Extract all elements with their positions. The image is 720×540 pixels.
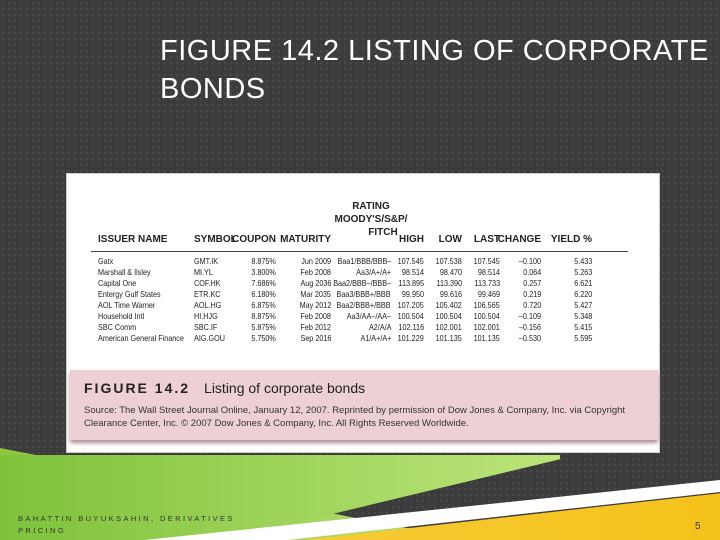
table-cell: Feb 2008 [300, 267, 331, 277]
table-cell: Aa3/AA–/AA– [346, 311, 391, 321]
column-header: SYMBOL [194, 234, 237, 245]
table-cell: –0.100 [518, 256, 541, 266]
rating-header-line: FITCH [368, 227, 398, 238]
table-cell: 5.750% [251, 333, 276, 343]
slide-title: FIGURE 14.2 LISTING OF CORPORATE BONDS [160, 35, 709, 105]
table-cell: 98.514 [401, 267, 424, 277]
column-header: LAST [473, 234, 500, 245]
table-cell: 3.800% [251, 267, 276, 277]
table-cell: 7.686% [251, 278, 276, 288]
table-cell: 5.433 [573, 256, 592, 266]
table-cell: 99.616 [439, 289, 462, 299]
table-cell: 8.875% [251, 256, 276, 266]
table-cell: 5.595 [573, 333, 592, 343]
table-cell: COF.HK [194, 278, 221, 288]
table-row [91, 289, 661, 300]
table-row [91, 256, 661, 267]
table-cell: 5.427 [573, 300, 592, 310]
table-cell: 98.514 [477, 267, 500, 277]
rating-header-line: MOODY'S/S&P/ [334, 214, 408, 225]
caption-label: FIGURE 14.2 [84, 380, 191, 396]
table-cell: –0.109 [518, 311, 541, 321]
figure-image [66, 173, 660, 453]
table-cell: 99.469 [477, 289, 500, 299]
caption-source: Source: The Wall Street Journal Online, January 12, 2007. Reprinted by permission of Dow Jones & Company, Inc. via Copyright Clearance Center, Inc. © 2007 Dow Jones & Company, Inc. All Rights Reserved Worldwide. [84, 405, 626, 429]
column-header: YIELD % [550, 234, 592, 245]
table-cell: Entergy Gulf States [98, 289, 161, 299]
table-cell: Gatx [98, 256, 114, 266]
table-cell: Household Intl [98, 311, 145, 321]
table-cell: HI.HJG [194, 311, 218, 321]
column-header: CHANGE [497, 234, 541, 245]
table-cell: May 2012 [299, 300, 331, 310]
table-cell: 0.064 [522, 267, 541, 277]
table-cell: 102.001 [473, 322, 500, 332]
table-cell: –0.156 [518, 322, 541, 332]
table-cell: 5.875% [251, 322, 276, 332]
table-row [91, 333, 661, 344]
table-cell: American General Finance [98, 333, 184, 343]
table-cell: 98.470 [439, 267, 462, 277]
table-cell: Capital One [98, 278, 137, 288]
table-cell: 99.950 [401, 289, 424, 299]
table-cell: 6.875% [251, 300, 276, 310]
table-cell: 101.135 [473, 333, 500, 343]
table-cell: 113.390 [436, 278, 462, 288]
column-header: HIGH [399, 234, 424, 245]
table-cell: 5.415 [573, 322, 592, 332]
table-cell: ETR.KC [194, 289, 221, 299]
table-cell: GMT.IK [194, 256, 219, 266]
table-row [91, 267, 661, 278]
table-cell: 100.504 [435, 311, 462, 321]
table-cell: Mar 2035 [300, 289, 331, 299]
header-divider [91, 251, 628, 252]
table-cell: AOL.HG [194, 300, 222, 310]
table-cell: 107.538 [435, 256, 462, 266]
caption-text: Listing of corporate bonds [204, 380, 366, 396]
table-cell: 5.348 [573, 311, 592, 321]
table-cell: 102.116 [398, 322, 424, 332]
table-cell: 6.220 [573, 289, 592, 299]
table-cell: 5.263 [573, 267, 592, 277]
table-cell: A1/A+/A+ [360, 333, 391, 343]
table-cell: –0.530 [518, 333, 541, 343]
column-header: COUPON [232, 234, 276, 245]
table-cell: 107.545 [397, 256, 424, 266]
table-cell: AOL Time Warner [98, 300, 156, 310]
footer-author: BAHATTIN BUYUKSAHIN, DERIVATIVES PRICING [18, 514, 235, 535]
table-cell: 0.720 [522, 300, 541, 310]
table-cell: Baa2/BBB–/BBB– [333, 278, 391, 288]
table-cell: Jun 2009 [301, 256, 331, 266]
table-cell: Feb 2012 [300, 322, 331, 332]
column-header: ISSUER NAME [98, 234, 168, 245]
table-cell: Feb 2008 [300, 311, 331, 321]
table-cell: 6.621 [573, 278, 592, 288]
table-row [91, 300, 661, 311]
table-cell: Baa1/BBB/BBB– [337, 256, 391, 266]
table-cell: 107.205 [397, 300, 424, 310]
page-number: 5 [695, 521, 701, 532]
rating-header-line: RATING [352, 201, 390, 212]
table-cell: Aug 2036 [300, 278, 331, 288]
table-cell: Marshall & Ilsley [98, 267, 151, 277]
table-cell: MI.YL [194, 267, 213, 277]
column-header: LOW [438, 234, 462, 245]
table-cell: 113.733 [474, 278, 500, 288]
column-header: MATURITY [280, 234, 331, 245]
figure-caption [70, 370, 658, 440]
table-cell: 101.135 [435, 333, 462, 343]
table-cell: 105.402 [435, 300, 462, 310]
table-cell: Aa3/A+/A+ [356, 267, 391, 277]
table-row [91, 278, 661, 289]
table-row [91, 311, 661, 322]
table-cell: 100.504 [473, 311, 500, 321]
table-cell: SBC Comm [98, 322, 137, 332]
table-cell: AIG.GOU [194, 333, 225, 343]
table-cell: 102.001 [435, 322, 462, 332]
table-cell: Sep 2016 [300, 333, 331, 343]
table-cell: 8.875% [251, 311, 276, 321]
table-cell: SBC.IF [194, 322, 218, 332]
table-row [91, 322, 661, 333]
table-cell: 113.895 [398, 278, 424, 288]
table-cell: 6.180% [251, 289, 276, 299]
table-cell: Baa3/BBB+/BBB [336, 289, 391, 299]
table-cell: Baa2/BBB+/BBB [336, 300, 391, 310]
table-cell: 101.229 [397, 333, 424, 343]
table-cell: A2/A/A [368, 322, 391, 332]
table-cell: 0.219 [522, 289, 541, 299]
table-cell: 106.565 [473, 300, 500, 310]
table-cell: 107.545 [473, 256, 500, 266]
table-cell: 100.504 [397, 311, 424, 321]
table-cell: 0.257 [522, 278, 541, 288]
